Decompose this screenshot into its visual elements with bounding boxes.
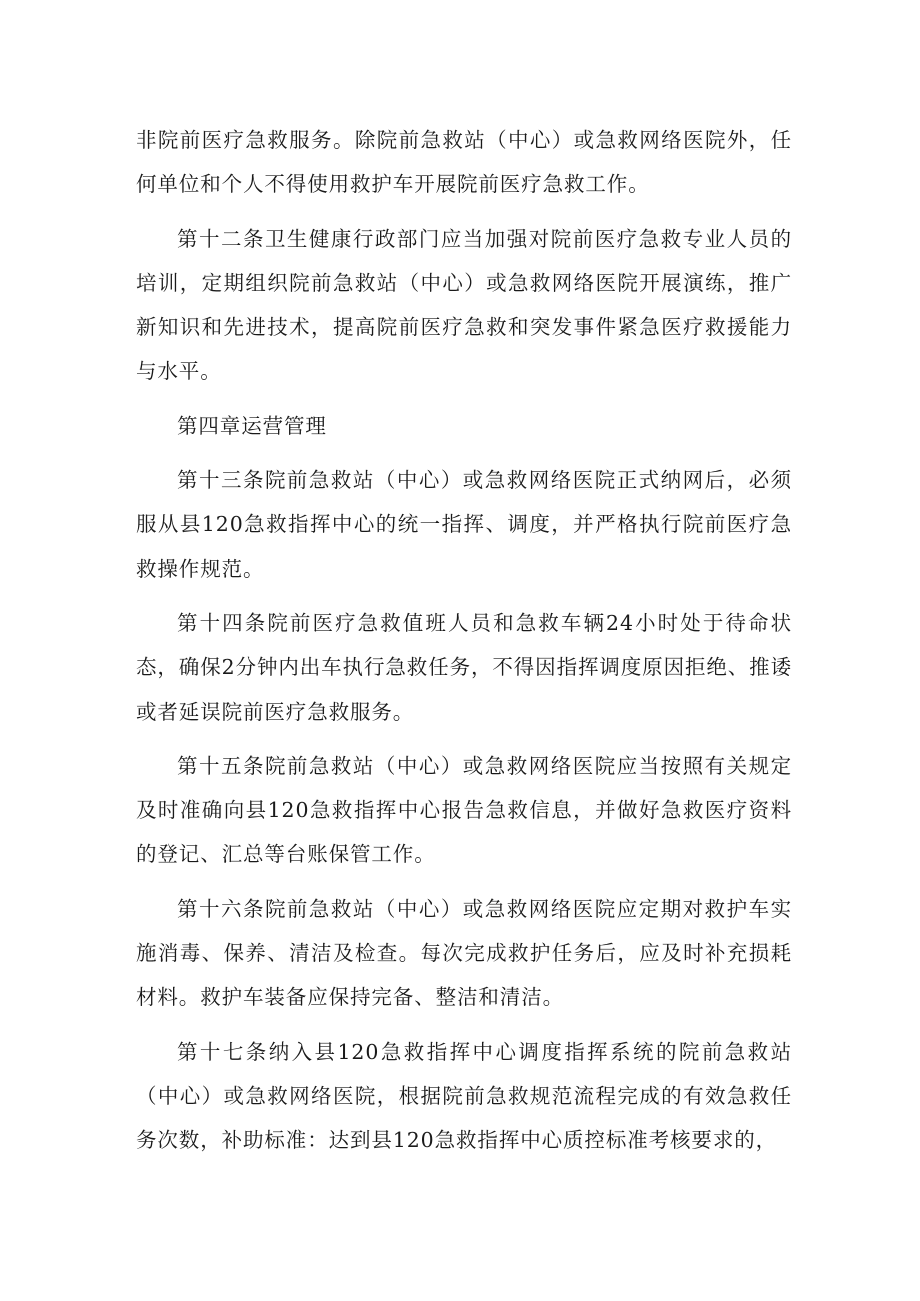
article-17: 第十七条纳入县120急救指挥中心调度指挥系统的院前急救站（中心）或急救网络医院，根据院前急救规范流程完成的有效急救任务次数，补助标准：达到县120急救指挥中心质控标准考核要求的， (136, 1039, 792, 1153)
article-15: 第十五条院前急救站（中心）或急救网络医院应当按照有关规定及时准确向县120急救指挥中心报告急救信息，并做好急救医疗资料的登记、汇总等台账保管工作。 (136, 753, 792, 867)
chapter-heading: 第四章运营管理 (177, 413, 327, 438)
article-12: 第十二条卫生健康行政部门应当加强对院前医疗急救专业人员的培训，定期组织院前急救站（中心）或急救网络医院开展演练，推广新知识和先进技术，提高院前医疗急救和突发事件紧急医疗救援能力与水平。 (136, 226, 792, 384)
article-14: 第十四条院前医疗急救值班人员和急救车辆24小时处于待命状态，确保2分钟内出车执行急救任务，不得因指挥调度原因拒绝、推诿或者延误院前医疗急救服务。 (136, 610, 792, 724)
article-16: 第十六条院前急救站（中心）或急救网络医院应定期对救护车实施消毒、保养、清洁及检查。每次完成救护任务后，应及时补充损耗材料。救护车装备应保持完备、整洁和清洁。 (136, 896, 792, 1010)
document-body (136, 118, 792, 1173)
paragraph-continuation: 非院前医疗急救服务。除院前急救站（中心）或急救网络医院外，任何单位和个人不得使用救护车开展院前医疗急救工作。 (136, 128, 792, 197)
article-13: 第十三条院前急救站（中心）或急救网络医院正式纳网后，必须服从县120急救指挥中心的统一指挥、调度，并严格执行院前医疗急救操作规范。 (136, 468, 792, 581)
